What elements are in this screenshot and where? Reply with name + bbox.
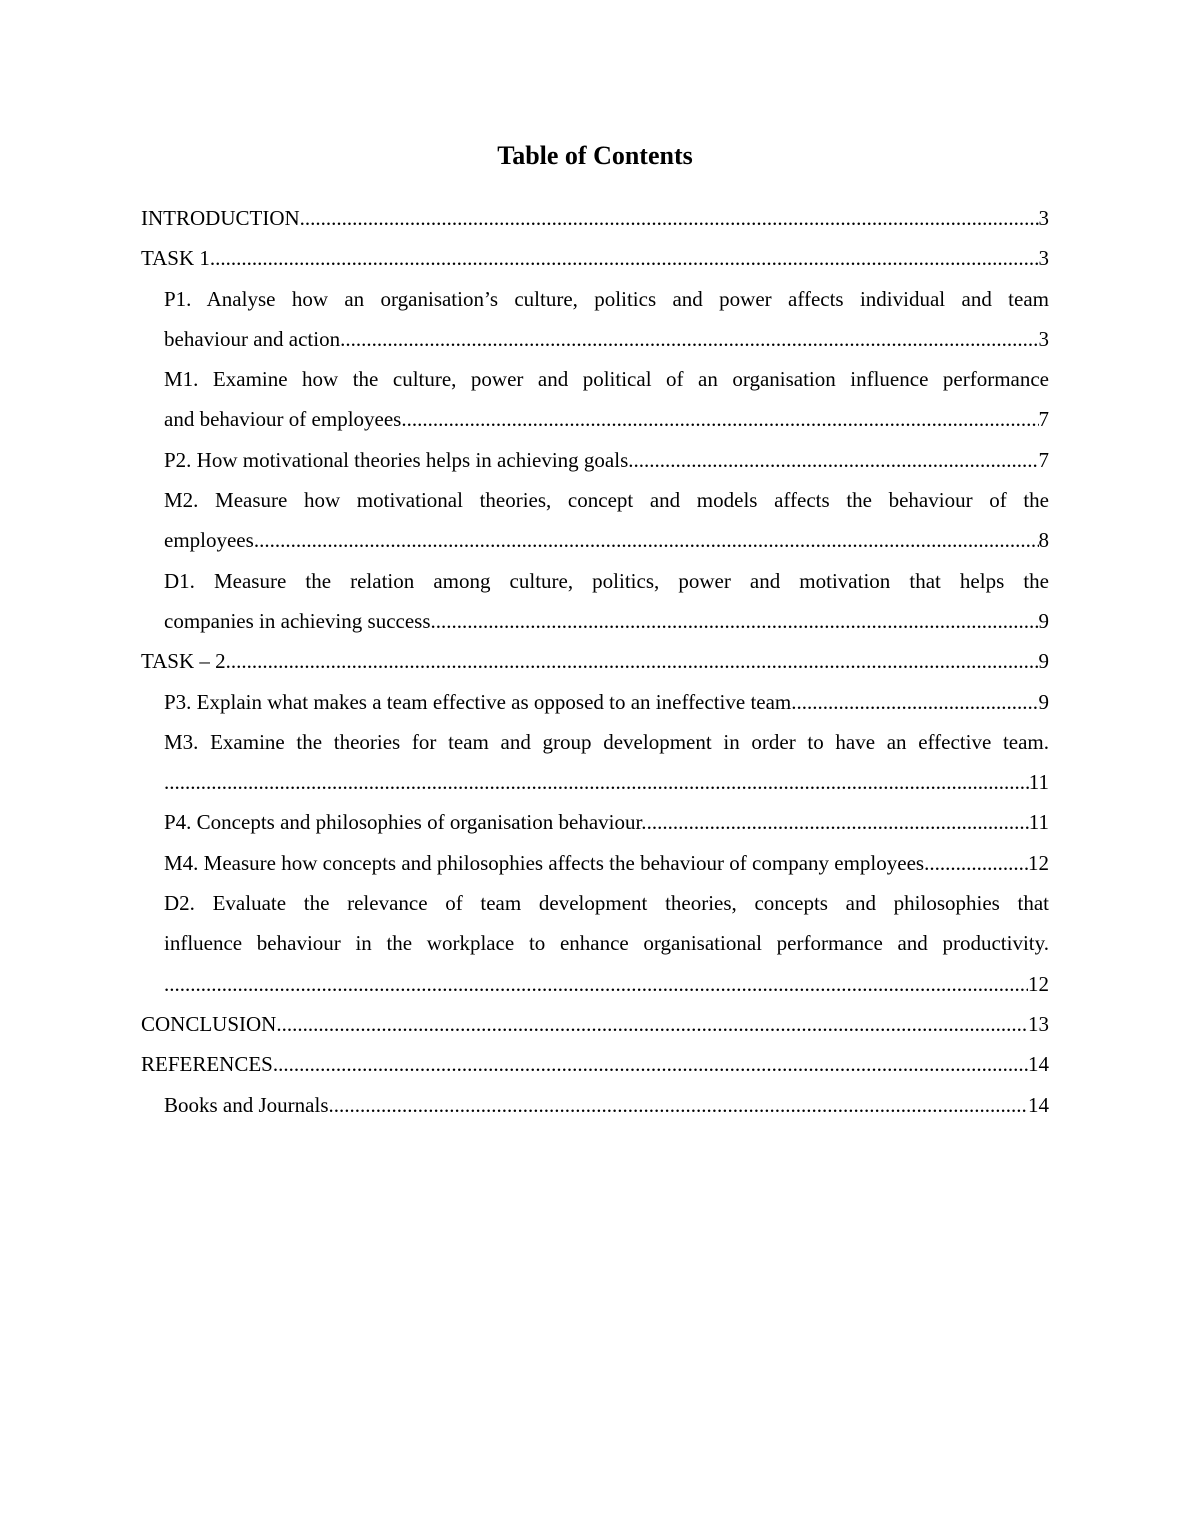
toc-entry-last-line	[164, 762, 1049, 802]
toc-entry-text: Books and Journals	[164, 1092, 329, 1117]
toc-entry-text: M3. Examine the theories for team and group development in order to have an effective team.	[164, 729, 1049, 754]
toc-entry-text: P3. Explain what makes a team effective as opposed to an ineffective team	[164, 689, 792, 714]
document-page	[141, 138, 1049, 1125]
dot-leader	[340, 319, 1038, 359]
toc-entry-text: CONCLUSION	[141, 1011, 277, 1036]
dot-leader	[791, 682, 1038, 722]
toc-entry[interactable]	[141, 682, 1049, 722]
toc-entry-text: M1. Examine how the culture, power and political of an organisation influence performance	[164, 367, 1049, 392]
toc-page-number: 13	[1028, 1011, 1049, 1036]
dot-leader	[273, 1044, 1028, 1084]
dot-leader	[226, 641, 1039, 681]
toc-page-number: 7	[1038, 447, 1049, 472]
toc-entry[interactable]	[141, 802, 1049, 842]
toc-entry-text: employees	[164, 528, 254, 553]
toc-page-number: 3	[1038, 246, 1049, 271]
toc-entry-last-line	[164, 520, 1049, 560]
toc-entry-text: companies in achieving success	[164, 608, 431, 633]
toc-page-number: 3	[1038, 206, 1049, 230]
toc-entry-text: P2. How motivational theories helps in achieving goals	[164, 447, 629, 472]
toc-entry-text: and behaviour of employees	[164, 407, 402, 432]
toc-entry-last-line	[164, 601, 1049, 641]
toc-entry[interactable]	[141, 440, 1049, 480]
dot-leader	[924, 843, 1028, 883]
toc-entry-last-line	[164, 399, 1049, 439]
toc-page-number: 12	[1028, 850, 1049, 875]
toc-entry-text: P4. Concepts and philosophies of organisation behaviour.	[164, 810, 647, 835]
dot-leader	[431, 601, 1039, 641]
toc-entry[interactable]	[141, 359, 1049, 440]
toc-entry[interactable]	[141, 843, 1049, 883]
dot-leader	[300, 198, 1039, 238]
dot-leader	[164, 964, 1028, 1004]
toc-entry[interactable]	[141, 641, 1049, 681]
toc-entry-text: influence behaviour in the workplace to enhance organisational performance and productivity.	[164, 931, 1049, 956]
toc-entry[interactable]	[141, 1044, 1049, 1084]
dot-leader	[647, 802, 1029, 842]
toc-title: Table of Contents	[497, 141, 693, 170]
toc-page-number: 11	[1028, 770, 1049, 795]
toc-page-number: 7	[1038, 407, 1049, 432]
toc-entry[interactable]	[141, 480, 1049, 561]
toc-entry[interactable]	[141, 722, 1049, 803]
toc-page-number: 11	[1028, 810, 1049, 835]
toc-entry-text: TASK 1	[141, 246, 210, 271]
toc-page-number: 14	[1028, 1052, 1049, 1077]
toc-list	[141, 198, 1049, 1125]
toc-entry-last-line	[164, 319, 1049, 359]
toc-entry[interactable]	[141, 279, 1049, 360]
dot-leader	[276, 1004, 1028, 1044]
toc-page-number: 14	[1028, 1092, 1049, 1117]
dot-leader	[210, 238, 1039, 278]
toc-entry[interactable]	[141, 1085, 1049, 1125]
toc-entry-text: INTRODUCTION	[141, 206, 300, 230]
dot-leader	[401, 399, 1038, 439]
toc-entry-text: D1. Measure the relation among culture, politics, power and motivation that helps the	[164, 568, 1049, 593]
dot-leader	[329, 1085, 1029, 1125]
toc-entry-text: D2. Evaluate the relevance of team development theories, concepts and philosophies that	[164, 891, 1049, 916]
toc-entry-text: M4. Measure how concepts and philosophies affects the behaviour of company employees	[164, 850, 925, 875]
toc-entry[interactable]	[141, 1004, 1049, 1044]
toc-page-number: 9	[1038, 649, 1049, 674]
dot-leader	[254, 520, 1039, 560]
toc-entry-text: REFERENCES	[141, 1052, 273, 1077]
toc-page-number: 12	[1028, 971, 1049, 996]
dot-leader	[628, 440, 1038, 480]
dot-leader	[164, 762, 1029, 802]
toc-page-number: 9	[1038, 608, 1049, 633]
toc-entry-text: P1. Analyse how an organisation’s culture, politics and power affects individual and team	[164, 286, 1049, 311]
toc-entry-text: behaviour and action	[164, 326, 341, 351]
toc-page-number: 9	[1038, 689, 1049, 714]
toc-entry-text: TASK – 2	[141, 649, 226, 674]
toc-entry-text: M2. Measure how motivational theories, concept and models affects the behaviour of the	[164, 488, 1049, 513]
toc-page-number: 8	[1038, 528, 1049, 553]
toc-entry-last-line	[164, 964, 1049, 1004]
toc-entry[interactable]	[141, 198, 1049, 238]
toc-page-number: 3	[1038, 326, 1049, 351]
toc-entry[interactable]	[141, 883, 1049, 1004]
toc-entry[interactable]	[141, 238, 1049, 278]
toc-entry[interactable]	[141, 561, 1049, 642]
